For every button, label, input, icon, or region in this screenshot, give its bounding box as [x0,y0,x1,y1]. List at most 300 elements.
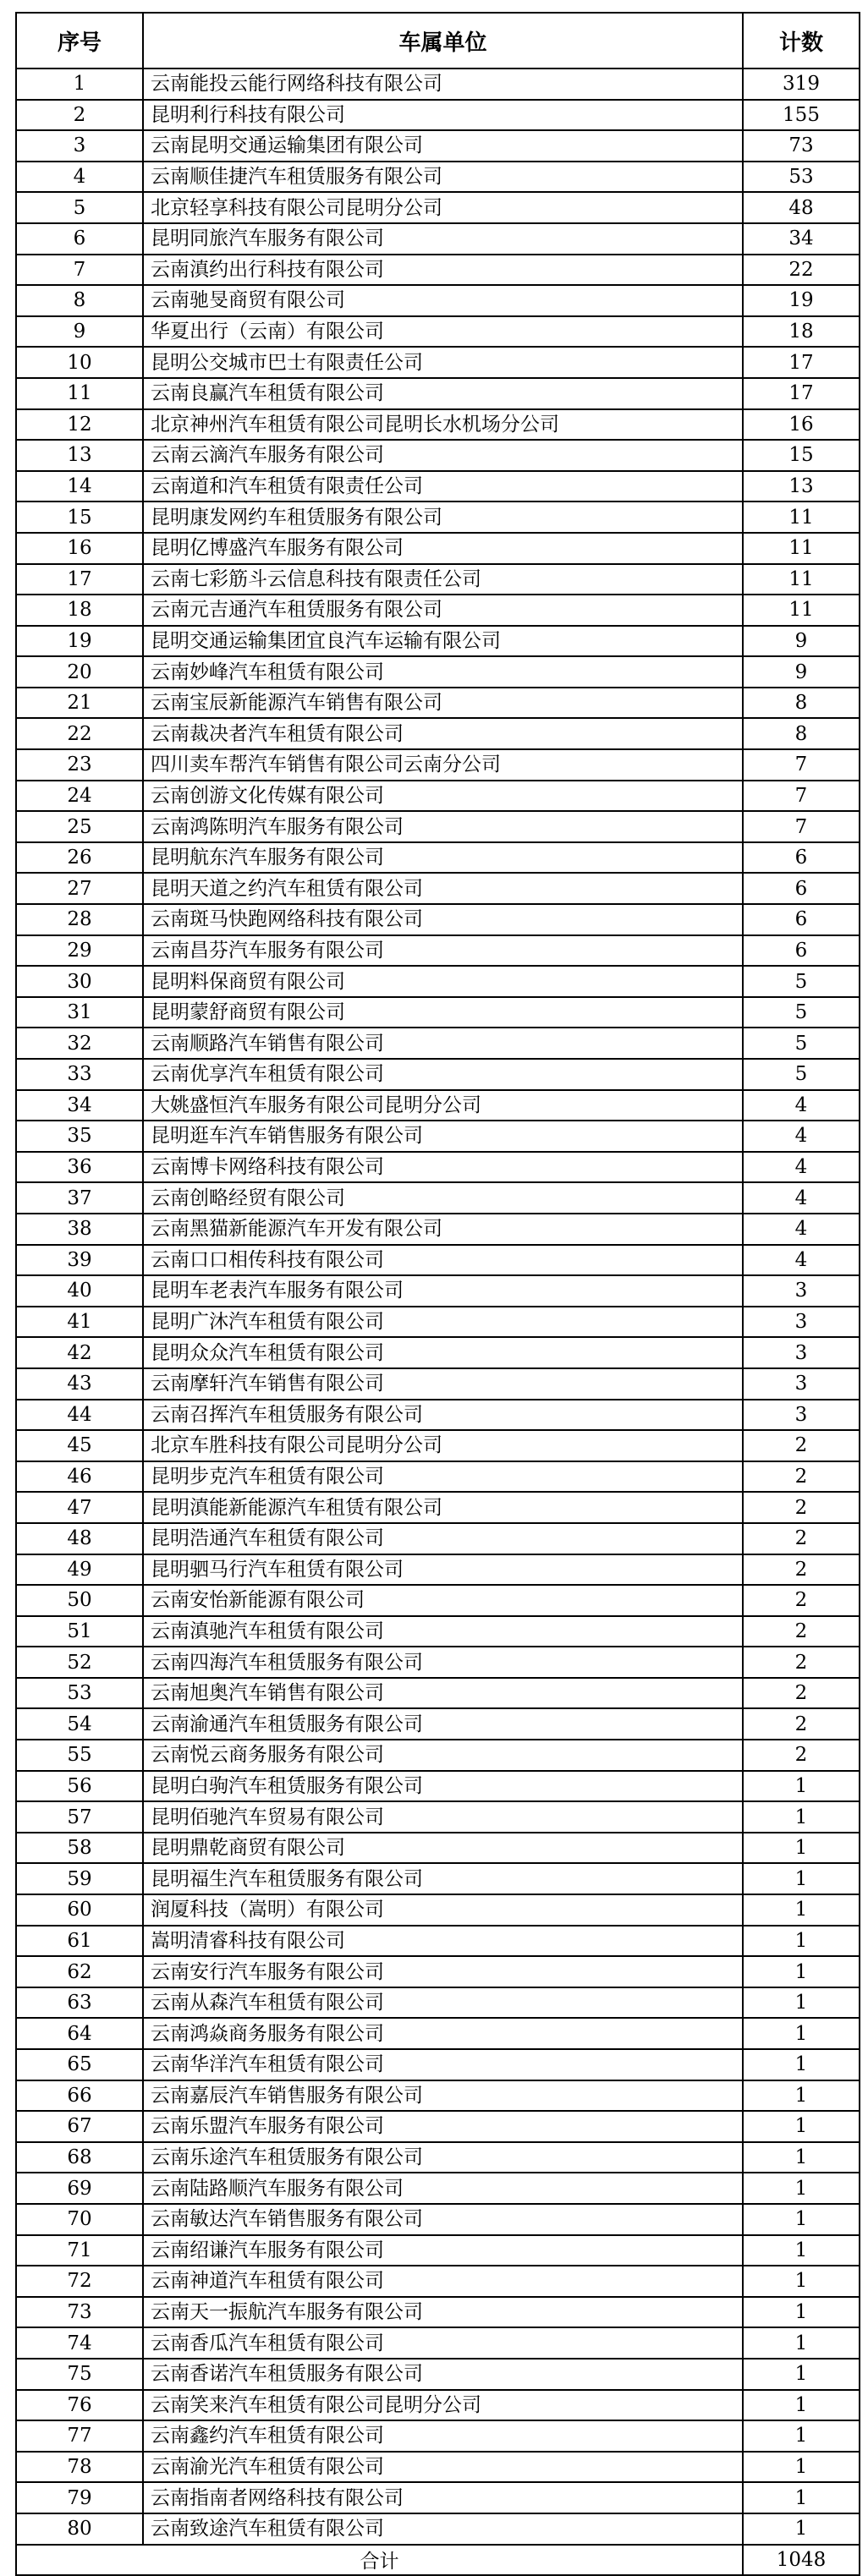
table-row [16,2235,860,2266]
row-company: 云南悦云商务服务有限公司 [143,1740,743,1771]
row-index: 75 [16,2359,143,2390]
row-index: 43 [16,1368,143,1400]
table-row [16,1523,860,1554]
row-index: 66 [16,2080,143,2112]
row-count: 4 [743,1121,860,1152]
row-index: 40 [16,1275,143,1307]
row-count: 2 [743,1461,860,1493]
row-company: 大姚盛恒汽车服务有限公司昆明分公司 [143,1090,743,1121]
table-row [16,69,860,100]
row-index: 7 [16,255,143,286]
table-row [16,873,860,904]
table-row [16,347,860,378]
row-count: 5 [743,1059,860,1090]
row-count: 7 [743,749,860,781]
table-row [16,2513,860,2545]
table-row [16,1678,860,1709]
row-company: 云南能投云能行网络科技有限公司 [143,69,743,100]
row-index: 48 [16,1523,143,1554]
table-row [16,255,860,286]
table-row [16,1059,860,1090]
row-count: 1 [743,1771,860,1802]
row-index: 71 [16,2235,143,2266]
row-count: 1 [743,2266,860,2297]
row-company: 云南摩轩汽车销售有限公司 [143,1368,743,1400]
table-row [16,1616,860,1647]
row-company: 云南顺路汽车销售有限公司 [143,1028,743,1059]
row-company: 昆明驷马行汽车租赁有限公司 [143,1554,743,1586]
row-index: 41 [16,1307,143,1338]
row-company: 云南安行汽车服务有限公司 [143,1956,743,1987]
row-company: 昆明交通运输集团宜良汽车运输有限公司 [143,626,743,657]
row-company: 嵩明清睿科技有限公司 [143,1926,743,1957]
row-index: 69 [16,2173,143,2204]
table-row [16,1152,860,1183]
row-count: 4 [743,1214,860,1245]
table-row [16,1987,860,2019]
row-count: 1 [743,2297,860,2328]
table-row [16,1121,860,1152]
row-company: 昆明鼎乾商贸有限公司 [143,1833,743,1864]
row-count: 2 [743,1585,860,1616]
table-row [16,2018,860,2049]
row-company: 云南昌芬汽车服务有限公司 [143,935,743,967]
row-count: 13 [743,471,860,502]
row-index: 23 [16,749,143,781]
row-count: 2 [743,1616,860,1647]
row-company: 昆明步克汽车租赁有限公司 [143,1461,743,1493]
row-company: 云南滇驰汽车租赁有限公司 [143,1616,743,1647]
row-index: 68 [16,2142,143,2173]
row-count: 2 [743,1430,860,1461]
row-index: 64 [16,2018,143,2049]
table-footer [16,2545,860,2576]
row-index: 16 [16,533,143,564]
total-label: 合计 [16,2545,743,2576]
row-company: 云南乐途汽车租赁服务有限公司 [143,2142,743,2173]
row-index: 76 [16,2390,143,2421]
row-count: 34 [743,223,860,255]
row-count: 1 [743,1894,860,1926]
row-index: 46 [16,1461,143,1493]
row-company: 云南致途汽车租赁有限公司 [143,2513,743,2545]
table-row [16,1368,860,1400]
row-index: 50 [16,1585,143,1616]
row-company: 云南鑫约汽车租赁有限公司 [143,2420,743,2452]
table-row [16,2266,860,2297]
row-company: 云南顺佳捷汽车租赁服务有限公司 [143,162,743,193]
row-company: 云南敏达汽车销售服务有限公司 [143,2204,743,2235]
table-row [16,2142,860,2173]
row-index: 26 [16,842,143,874]
row-count: 1 [743,2173,860,2204]
row-index: 58 [16,1833,143,1864]
row-index: 17 [16,564,143,595]
table-row [16,1956,860,1987]
table-row [16,1307,860,1338]
row-count: 1 [743,2142,860,2173]
row-count: 1 [743,2235,860,2266]
row-company: 云南天一振航汽车服务有限公司 [143,2297,743,2328]
table-row [16,1554,860,1586]
row-index: 14 [16,471,143,502]
row-count: 1 [743,2204,860,2235]
row-index: 12 [16,409,143,441]
row-count: 319 [743,69,860,100]
row-count: 3 [743,1368,860,1400]
row-count: 2 [743,1740,860,1771]
row-company: 云南渝通汽车租赁服务有限公司 [143,1708,743,1740]
row-company: 昆明众众汽车租赁有限公司 [143,1337,743,1368]
table-row [16,2482,860,2513]
row-count: 11 [743,595,860,626]
row-company: 北京神州汽车租赁有限公司昆明长水机场分公司 [143,409,743,441]
row-company: 昆明料保商贸有限公司 [143,966,743,997]
row-company: 昆明康发网约车租赁服务有限公司 [143,501,743,533]
table-row [16,192,860,223]
row-index: 34 [16,1090,143,1121]
row-count: 3 [743,1307,860,1338]
row-company: 昆明天道之约汽车租赁有限公司 [143,873,743,904]
row-count: 5 [743,966,860,997]
row-count: 1 [743,2482,860,2513]
row-count: 17 [743,347,860,378]
row-index: 49 [16,1554,143,1586]
row-company: 云南妙峰汽车租赁有限公司 [143,656,743,688]
row-count: 1 [743,2111,860,2142]
row-company: 昆明蒙舒商贸有限公司 [143,997,743,1028]
table-row [16,656,860,688]
table-row [16,935,860,967]
row-count: 9 [743,656,860,688]
row-count: 1 [743,1956,860,1987]
table-row [16,904,860,935]
table-row [16,1771,860,1802]
row-count: 2 [743,1678,860,1709]
row-count: 7 [743,811,860,842]
row-index: 39 [16,1245,143,1276]
row-index: 65 [16,2049,143,2080]
row-company: 云南滇约出行科技有限公司 [143,255,743,286]
row-index: 32 [16,1028,143,1059]
row-company: 昆明航东汽车服务有限公司 [143,842,743,874]
row-company: 云南嘉辰汽车销售服务有限公司 [143,2080,743,2112]
row-company: 昆明逛车汽车销售服务有限公司 [143,1121,743,1152]
row-index: 11 [16,378,143,409]
row-index: 8 [16,285,143,316]
row-index: 78 [16,2452,143,2483]
row-count: 4 [743,1245,860,1276]
row-count: 7 [743,781,860,812]
row-count: 5 [743,997,860,1028]
row-company: 云南安怡新能源有限公司 [143,1585,743,1616]
row-company: 云南指南者网络科技有限公司 [143,2482,743,2513]
row-count: 2 [743,1523,860,1554]
row-company: 昆明浩通汽车租赁有限公司 [143,1523,743,1554]
row-count: 19 [743,285,860,316]
row-index: 36 [16,1152,143,1183]
table-row [16,564,860,595]
row-count: 4 [743,1182,860,1214]
row-index: 70 [16,2204,143,2235]
row-company: 昆明公交城市巴士有限责任公司 [143,347,743,378]
row-company: 云南香诺汽车租赁服务有限公司 [143,2359,743,2390]
table-row [16,2420,860,2452]
row-index: 4 [16,162,143,193]
row-index: 51 [16,1616,143,1647]
row-company: 昆明同旅汽车服务有限公司 [143,223,743,255]
table-row [16,223,860,255]
table-row [16,501,860,533]
table-row [16,688,860,719]
row-index: 56 [16,1771,143,1802]
table-row [16,1801,860,1833]
table-row [16,842,860,874]
row-count: 22 [743,255,860,286]
row-count: 1 [743,1863,860,1894]
row-index: 30 [16,966,143,997]
row-index: 73 [16,2297,143,2328]
row-index: 53 [16,1678,143,1709]
row-count: 5 [743,1028,860,1059]
row-company: 昆明亿博盛汽车服务有限公司 [143,533,743,564]
table-row [16,1833,860,1864]
row-company: 云南创略经贸有限公司 [143,1182,743,1214]
row-index: 42 [16,1337,143,1368]
table-row [16,1028,860,1059]
row-company: 云南创游文化传媒有限公司 [143,781,743,812]
row-index: 25 [16,811,143,842]
row-index: 61 [16,1926,143,1957]
row-count: 53 [743,162,860,193]
row-company: 北京轻享科技有限公司昆明分公司 [143,192,743,223]
table-row [16,2359,860,2390]
row-index: 35 [16,1121,143,1152]
total-value: 1048 [743,2545,860,2576]
table-row [16,440,860,471]
row-index: 57 [16,1801,143,1833]
row-index: 1 [16,69,143,100]
table-row [16,1337,860,1368]
row-index: 79 [16,2482,143,2513]
table-row [16,1585,860,1616]
row-company: 云南华洋汽车租赁有限公司 [143,2049,743,2080]
table-row [16,1430,860,1461]
table-row [16,162,860,193]
row-count: 11 [743,564,860,595]
row-count: 15 [743,440,860,471]
row-count: 1 [743,2018,860,2049]
row-count: 6 [743,904,860,935]
row-index: 74 [16,2327,143,2359]
row-index: 38 [16,1214,143,1245]
row-company: 昆明佰驰汽车贸易有限公司 [143,1801,743,1833]
row-index: 33 [16,1059,143,1090]
row-company: 昆明白驹汽车租赁服务有限公司 [143,1771,743,1802]
table-row [16,1863,860,1894]
row-company: 云南昆明交通运输集团有限公司 [143,130,743,162]
row-index: 77 [16,2420,143,2452]
table-row [16,1926,860,1957]
table-row [16,2204,860,2235]
row-count: 1 [743,2513,860,2545]
row-company: 四川卖车帮汽车销售有限公司云南分公司 [143,749,743,781]
row-company: 云南元吉通汽车租赁服务有限公司 [143,595,743,626]
row-company: 云南云滴汽车服务有限公司 [143,440,743,471]
table-row [16,997,860,1028]
row-company: 云南绍谦汽车服务有限公司 [143,2235,743,2266]
row-index: 54 [16,1708,143,1740]
table-row [16,1740,860,1771]
row-company: 云南陆路顺汽车服务有限公司 [143,2173,743,2204]
table-row [16,2049,860,2080]
row-company: 云南旭奥汽车销售有限公司 [143,1678,743,1709]
table-row [16,749,860,781]
table-row [16,1245,860,1276]
row-company: 云南七彩筋斗云信息科技有限责任公司 [143,564,743,595]
row-count: 1 [743,2452,860,2483]
row-index: 24 [16,781,143,812]
row-count: 3 [743,1275,860,1307]
row-count: 48 [743,192,860,223]
row-company: 云南召挥汽车租赁服务有限公司 [143,1400,743,1431]
table-row [16,811,860,842]
row-count: 8 [743,688,860,719]
table-row [16,130,860,162]
row-company: 润厦科技（嵩明）有限公司 [143,1894,743,1926]
table-row [16,2173,860,2204]
table-row [16,2080,860,2112]
table-row [16,1214,860,1245]
row-count: 4 [743,1152,860,1183]
row-count: 1 [743,1833,860,1864]
table-row [16,1400,860,1431]
row-index: 52 [16,1647,143,1678]
table-row [16,100,860,131]
row-count: 4 [743,1090,860,1121]
row-count: 1 [743,2420,860,2452]
row-company: 昆明广沐汽车租赁有限公司 [143,1307,743,1338]
table-row [16,1275,860,1307]
table-header [16,13,860,69]
row-index: 21 [16,688,143,719]
row-index: 62 [16,1956,143,1987]
row-index: 59 [16,1863,143,1894]
row-index: 37 [16,1182,143,1214]
header-count: 计数 [743,13,860,69]
row-company: 云南博卡网络科技有限公司 [143,1152,743,1183]
table-row [16,2452,860,2483]
row-company: 北京车胜科技有限公司昆明分公司 [143,1430,743,1461]
row-count: 1 [743,2359,860,2390]
row-index: 29 [16,935,143,967]
row-company: 云南口口相传科技有限公司 [143,1245,743,1276]
row-index: 47 [16,1492,143,1523]
table-row [16,471,860,502]
row-company: 云南笑来汽车租赁有限公司昆明分公司 [143,2390,743,2421]
row-company: 昆明利行科技有限公司 [143,100,743,131]
table-row [16,718,860,749]
row-index: 10 [16,347,143,378]
table-row [16,1894,860,1926]
table-row [16,1708,860,1740]
table-row [16,1461,860,1493]
row-company: 云南宝辰新能源汽车销售有限公司 [143,688,743,719]
row-count: 9 [743,626,860,657]
table-row [16,533,860,564]
row-company: 云南良赢汽车租赁有限公司 [143,378,743,409]
vehicle-count-table [15,12,860,2576]
row-company: 昆明车老表汽车服务有限公司 [143,1275,743,1307]
row-index: 55 [16,1740,143,1771]
table-row [16,378,860,409]
header-company: 车属单位 [143,13,743,69]
row-index: 44 [16,1400,143,1431]
row-company: 云南裁决者汽车租赁有限公司 [143,718,743,749]
row-count: 1 [743,1926,860,1957]
row-company: 云南斑马快跑网络科技有限公司 [143,904,743,935]
row-company: 云南黑猫新能源汽车开发有限公司 [143,1214,743,1245]
row-count: 11 [743,501,860,533]
table-row [16,2390,860,2421]
table-row [16,285,860,316]
row-company: 昆明福生汽车租赁服务有限公司 [143,1863,743,1894]
row-count: 6 [743,842,860,874]
row-count: 2 [743,1554,860,1586]
table-row [16,595,860,626]
row-count: 1 [743,2390,860,2421]
row-company: 云南鸿陈明汽车服务有限公司 [143,811,743,842]
row-index: 28 [16,904,143,935]
row-index: 60 [16,1894,143,1926]
row-count: 17 [743,378,860,409]
row-count: 155 [743,100,860,131]
row-index: 5 [16,192,143,223]
row-index: 20 [16,656,143,688]
row-index: 18 [16,595,143,626]
row-count: 8 [743,718,860,749]
table-row [16,626,860,657]
row-company: 昆明滇能新能源汽车租赁有限公司 [143,1492,743,1523]
row-company: 华夏出行（云南）有限公司 [143,316,743,348]
row-index: 2 [16,100,143,131]
row-index: 6 [16,223,143,255]
row-company: 云南道和汽车租赁有限责任公司 [143,471,743,502]
row-company: 云南鸿焱商务服务有限公司 [143,2018,743,2049]
row-count: 6 [743,873,860,904]
row-count: 2 [743,1492,860,1523]
row-index: 45 [16,1430,143,1461]
row-index: 63 [16,1987,143,2019]
row-count: 2 [743,1708,860,1740]
row-count: 1 [743,2049,860,2080]
table-body [16,69,860,2545]
table-row [16,781,860,812]
row-index: 67 [16,2111,143,2142]
row-index: 3 [16,130,143,162]
row-company: 云南乐盟汽车服务有限公司 [143,2111,743,2142]
row-company: 云南从森汽车租赁有限公司 [143,1987,743,2019]
total-row [16,2545,860,2576]
row-company: 云南渝光汽车租赁有限公司 [143,2452,743,2483]
table-row [16,2327,860,2359]
row-count: 6 [743,935,860,967]
row-company: 云南香瓜汽车租赁有限公司 [143,2327,743,2359]
table-row [16,966,860,997]
table-row [16,1647,860,1678]
row-index: 13 [16,440,143,471]
row-count: 1 [743,2080,860,2112]
